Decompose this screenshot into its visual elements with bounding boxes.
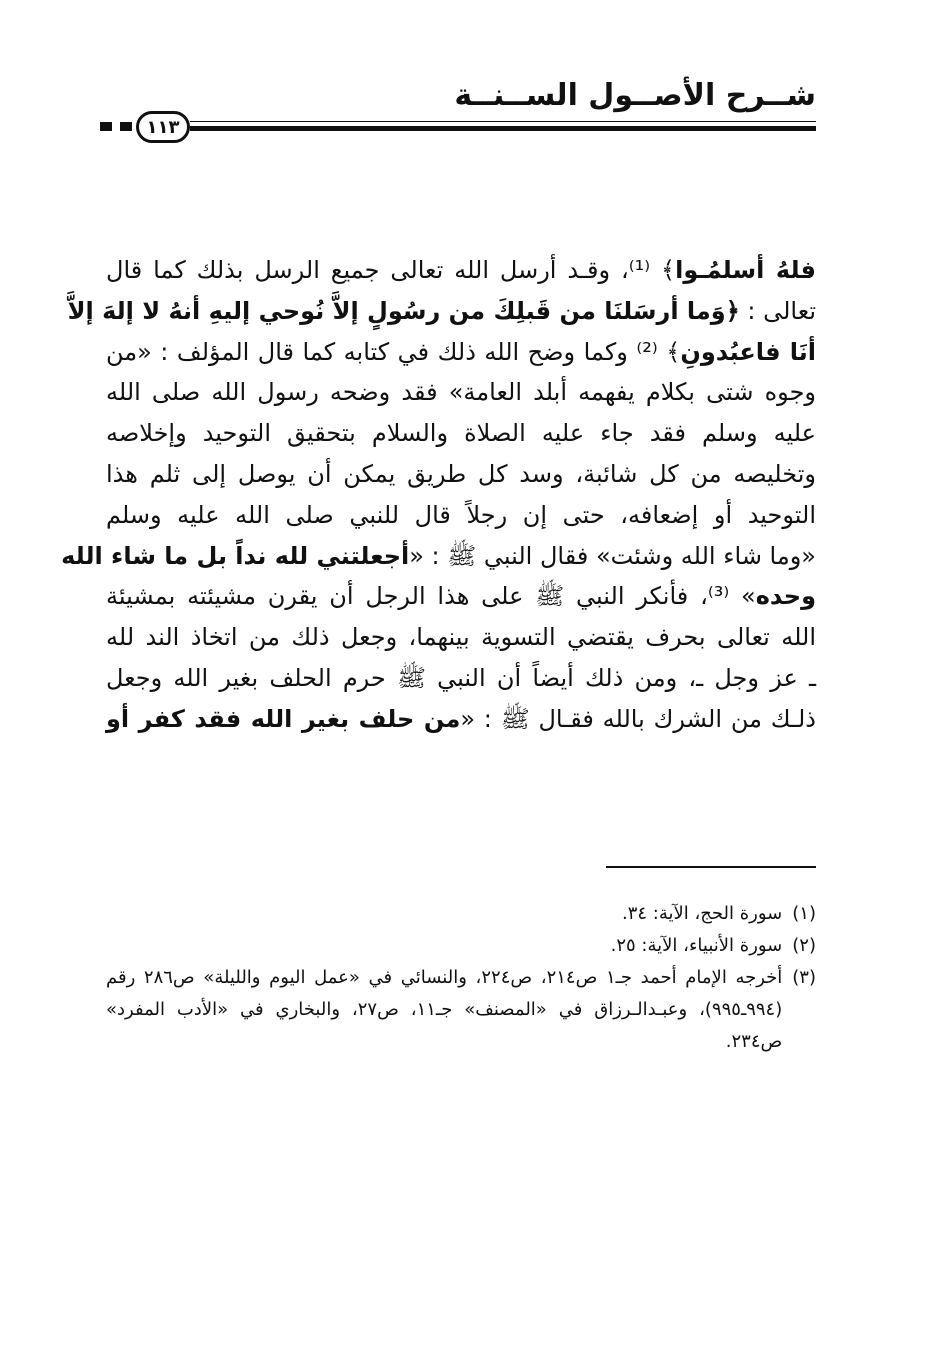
quoted-text: أجعلتني لله نداً بل ما شاء الله bbox=[61, 541, 410, 570]
main-text bbox=[61, 250, 817, 740]
quoted-text: من حلف بغير الله فقد كفر أو bbox=[106, 704, 461, 733]
footnote-line: سورة الحج، الآية: ٣٤. bbox=[621, 903, 783, 924]
text-run: وتخليصه من كل شائبة، وسد كل طريق يمكن أن يوصل إلى ثلم هذا bbox=[106, 459, 816, 488]
text-run: » ⁽³⁾، فأنكر النبي ﷺ على هذا الرجل أن يقرن مشيئته بمشيئة bbox=[106, 582, 756, 611]
text-line bbox=[106, 658, 816, 699]
text-line bbox=[106, 495, 816, 536]
footnote bbox=[106, 898, 816, 930]
ornament-square bbox=[120, 122, 132, 131]
text-line bbox=[106, 372, 816, 413]
text-line bbox=[106, 250, 816, 291]
footnote-number: (١) bbox=[792, 903, 816, 924]
quoted-text: فلهُ أسلمُـوا bbox=[675, 256, 816, 284]
footnote bbox=[106, 962, 816, 1058]
text-run: وجوه شتى بكلام يفهمه أبلد العامة» فقد وضحه رسول الله صلى الله bbox=[106, 378, 816, 407]
footnote-line: (٩٩٤ـ٩٩٥)، وعبـدالـرزاق في «المصنف» جـ١١، ص٢٧، والبخاري في «الأدب المفرد» bbox=[106, 999, 783, 1020]
text-line bbox=[61, 536, 816, 577]
text-run: ـ عز وجل ـ، ومن ذلك أيضاً أن النبي ﷺ حرم الحلف بغير الله وجعل bbox=[106, 663, 816, 692]
footnote bbox=[106, 930, 816, 962]
text-line bbox=[106, 454, 816, 495]
footnote-text bbox=[106, 962, 782, 1058]
quoted-text: وحده bbox=[755, 582, 816, 611]
footnote-line: ص٢٣٤. bbox=[725, 1031, 783, 1052]
text-run: ﴾ ⁽¹⁾، وقـد أرسل الله تعالى جميع الرسل بذلك كما قال bbox=[106, 256, 676, 284]
quoted-text: ﴿وَما أرسَلنَا من قَبلِكَ من رسُولٍ إلاَّ نُوحي إليهِ أنهُ لا إلهَ إلاَّ bbox=[67, 296, 740, 325]
text-line bbox=[106, 576, 816, 617]
text-run: تعالى : bbox=[739, 296, 816, 325]
footnote-number: (٣) bbox=[792, 967, 816, 988]
footnote-separator bbox=[606, 866, 816, 868]
footnote-text bbox=[106, 930, 782, 962]
text-line bbox=[106, 617, 816, 658]
text-run: ذلـك من الشرك بالله فقـال ﷺ : « bbox=[460, 704, 816, 733]
running-header-title: شــرح الأصــول الســنــة bbox=[454, 78, 816, 113]
footnote-text bbox=[106, 898, 782, 930]
text-line bbox=[67, 291, 816, 332]
footnote-line: أخرجه الإمام أحمد جـ١ ص٢١٤، ص٢٢٤، والنسائي في «عمل اليوم والليلة» ص٢٨٦ رقم bbox=[106, 967, 783, 988]
text-run: «وما شاء الله وشئت» فقال النبي ﷺ : « bbox=[409, 541, 816, 570]
footnote-number: (٢) bbox=[792, 935, 816, 956]
ornament-square bbox=[100, 122, 112, 131]
footnotes bbox=[106, 898, 816, 1058]
text-line bbox=[106, 413, 816, 454]
text-run: الله تعالى بحرف يقتضي التسوية بينهما، وجعل ذلك من اتخاذ الند لله bbox=[106, 623, 816, 652]
text-line bbox=[106, 699, 816, 740]
footnote-line: سورة الأنبياء، الآية: ٢٥. bbox=[610, 935, 783, 956]
header-ornament bbox=[100, 122, 132, 131]
header-rule-thin bbox=[190, 121, 816, 122]
text-line bbox=[106, 332, 816, 373]
text-run: التوحيد أو إضعافه، حتى إن رجلاً قال للنبي صلى الله عليه وسلم bbox=[106, 500, 816, 529]
header-rule bbox=[190, 126, 816, 131]
page-number: ١١٣ bbox=[136, 111, 190, 143]
quoted-text: أنَا فاعبُدونِ bbox=[680, 337, 817, 366]
text-run: عليه وسلم فقد جاء عليه الصلاة والسلام بتحقيق التوحيد وإخلاصه bbox=[106, 419, 816, 448]
text-run: ﴾ ⁽²⁾ وكما وضح الله ذلك في كتابه كما قال المؤلف : «من bbox=[106, 337, 681, 366]
